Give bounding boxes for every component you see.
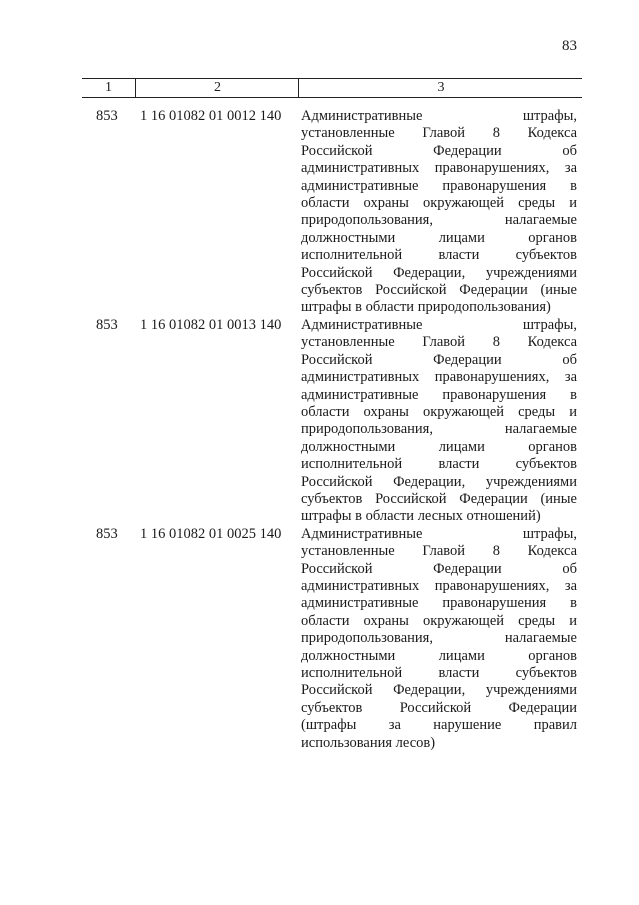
description-line: Административные штрафы, [301, 525, 577, 542]
description-line: природопользования, налагаемые [301, 630, 577, 647]
description-line: использования лесов) [301, 734, 436, 751]
description-line: административные правонарушения в [301, 386, 577, 403]
description-line: области охраны окружающей среды и [301, 195, 577, 212]
description-line: штрафы в области природопользования) [301, 299, 551, 316]
table-body [82, 108, 582, 752]
budget-classification-code: 1 16 01082 01 0012 140 [140, 108, 282, 124]
description-line: Административные штрафы, [301, 108, 577, 124]
description-line: Российской Федерации об [301, 351, 577, 368]
description-line: Российской Федерации, учреждениями [301, 264, 577, 281]
description-line: административные правонарушения в [301, 177, 577, 194]
description-line: (штрафы за нарушение правил [301, 717, 577, 734]
description-line: исполнительной власти субъектов [301, 665, 577, 681]
admin-code: 853 [96, 525, 118, 542]
budget-classification-code: 1 16 01082 01 0025 140 [140, 525, 282, 542]
table-row [82, 108, 582, 317]
description-line: области охраны окружающей среды и [301, 612, 577, 629]
budget-classification-code: 1 16 01082 01 0013 140 [140, 316, 282, 333]
description-line: штрафы в области лесных отношений) [301, 508, 541, 525]
description-line: исполнительной власти субъектов [301, 456, 577, 473]
income-description [301, 108, 577, 317]
description-line: субъектов Российской Федерации (иные [301, 282, 577, 299]
description-line: административных правонарушениях, за [301, 577, 577, 594]
table-row [82, 317, 582, 526]
header-col-2: 2 [135, 79, 299, 97]
description-line: субъектов Российской Федерации (иные [301, 490, 577, 507]
description-line: природопользования, налагаемые [301, 421, 577, 438]
description-line: Российской Федерации об [301, 560, 577, 577]
description-line: должностными лицами органов [301, 438, 577, 455]
description-line: административные правонарушения в [301, 595, 577, 612]
description-line: установленные Главой 8 Кодекса [301, 334, 577, 351]
table-row [82, 526, 582, 752]
description-line: должностными лицами органов [301, 229, 577, 246]
description-line: установленные Главой 8 Кодекса [301, 125, 577, 142]
header-col-1: 1 [105, 80, 112, 95]
admin-code: 853 [96, 108, 118, 124]
page-number: 83 [562, 38, 577, 54]
description-line: административных правонарушениях, за [301, 369, 577, 386]
description-line: исполнительной власти субъектов [301, 247, 577, 264]
description-line: области охраны окружающей среды и [301, 403, 577, 420]
description-line: установленные Главой 8 Кодекса [301, 543, 577, 560]
description-line: должностными лицами органов [301, 647, 577, 664]
description-line: административных правонарушениях, за [301, 160, 577, 177]
description-line: субъектов Российской Федерации [301, 699, 577, 716]
admin-code: 853 [96, 316, 118, 333]
description-line: Российской Федерации, учреждениями [301, 682, 577, 699]
description-line: Российской Федерации об [301, 142, 577, 159]
description-line: Административные штрафы, [301, 316, 577, 333]
description-line: Российской Федерации, учреждениями [301, 473, 577, 490]
income-description [301, 317, 577, 526]
table-header [82, 78, 582, 98]
income-description [301, 526, 577, 752]
header-col-3: 3 [298, 79, 583, 97]
description-line: природопользования, налагаемые [301, 212, 577, 229]
